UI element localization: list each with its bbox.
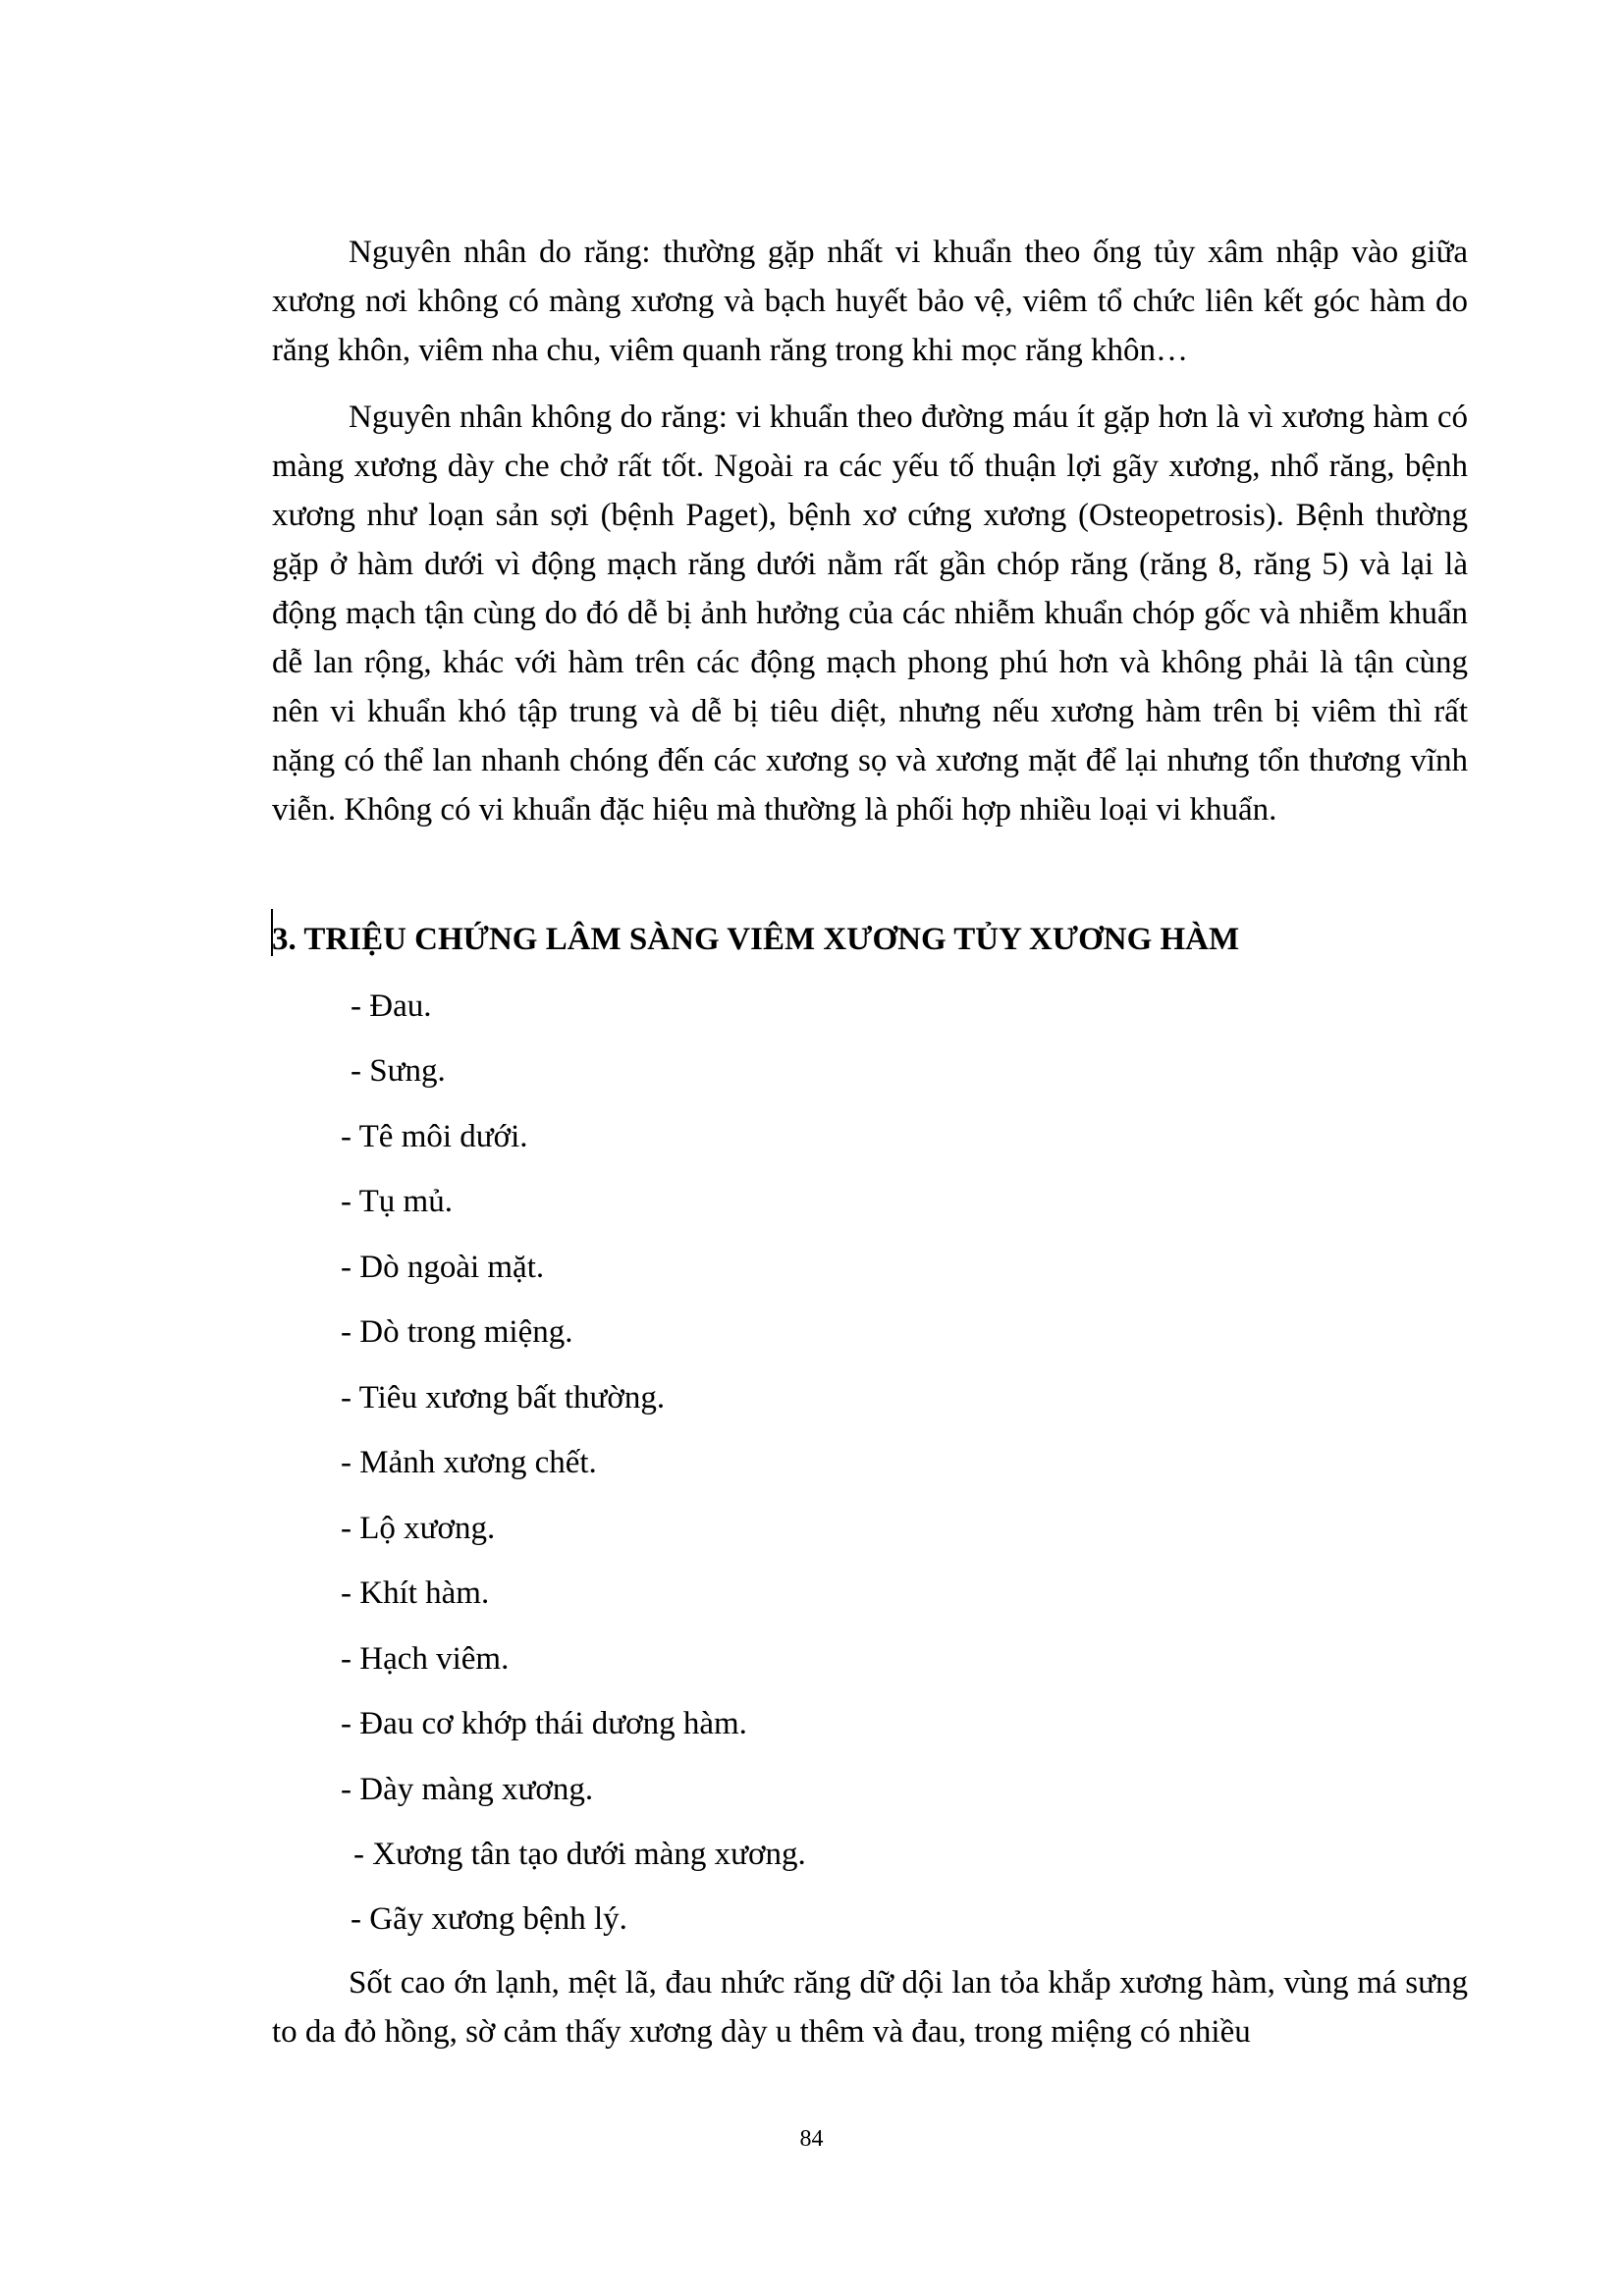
paragraph-text: Nguyên nhân không do răng: vi khuẩn theo đường máu ít gặp hơn là vì xương hàm có màng xương dày che chở rất tốt. Ngoài ra các yếu tố thuận lợi gãy xương, nhổ răng, bệnh xương như loạn sản sợi (bệnh Paget), bệnh xơ cứng xương (Osteopetrosis). Bệnh thường gặp ở hàm dưới vì động mạch răng dưới nằm rất gần chóp răng (răng 8, răng 5) và lại là động mạch tận cùng do đó dễ bị ảnh hưởng của các nhiễm khuẩn chóp gốc và nhiễm khuẩn dễ lan rộng, khác với hàm trên các động mạch phong phú hơn và không phải là tận cùng nên vi khuẩn khó tập trung và dễ bị tiêu diệt, nhưng nếu xương hàm trên bị viêm thì rất nặng có thể lan nhanh chóng đến các xương sọ và xương mặt để lại nhưng tổn thương vĩnh viễn. Không có vi khuẩn đặc hiệu mà thường là phối hợp nhiều loại vi khuẩn. (272, 400, 1468, 828)
symptom-item: - Dày màng xương. (341, 1772, 594, 1807)
symptom-item: - Hạch viêm. (341, 1641, 510, 1677)
symptom-item: - Lộ xương. (341, 1511, 496, 1546)
symptom-item: - Đau. (351, 988, 432, 1024)
symptom-item: - Xương tân tạo dưới màng xương. (353, 1837, 806, 1872)
symptom-item: - Tụ mủ. (341, 1184, 453, 1219)
page-number: 84 (799, 2126, 824, 2152)
paragraph-dental-causes (272, 228, 1468, 375)
symptom-item: - Dò trong miệng. (341, 1314, 573, 1350)
symptom-item: - Gãy xương bệnh lý. (351, 1901, 627, 1937)
paragraph-non-dental-causes (272, 393, 1468, 834)
paragraph-text: Sốt cao ớn lạnh, mệt lã, đau nhức răng dữ dội lan tỏa khắp xương hàm, vùng má sưng to da đỏ hồng, sờ cảm thấy xương dày u thêm và đau, trong miệng có nhiều (272, 1965, 1468, 2050)
paragraph-text: Nguyên nhân do răng: thường gặp nhất vi khuẩn theo ống tủy xâm nhập vào giữa xương nơi không có màng xương và bạch huyết bảo vệ, viêm tổ chức liên kết góc hàm do răng khôn, viêm nha chu, viêm quanh răng trong khi mọc răng khôn… (272, 235, 1468, 368)
symptom-item: - Sưng. (351, 1053, 446, 1089)
paragraph-systemic-signs (272, 1958, 1468, 2056)
symptom-item: - Đau cơ khớp thái dương hàm. (341, 1706, 747, 1741)
section-heading: 3. TRIỆU CHỨNG LÂM SÀNG VIÊM XƯƠNG TỦY XƯƠNG HÀM (272, 922, 1240, 957)
symptom-item: - Mảnh xương chết. (341, 1445, 597, 1480)
symptom-item: - Tê môi dưới. (341, 1119, 528, 1154)
symptom-item: - Tiêu xương bất thường. (341, 1380, 666, 1415)
symptom-item: - Dò ngoài mặt. (341, 1250, 545, 1285)
symptom-item: - Khít hàm. (341, 1575, 490, 1611)
